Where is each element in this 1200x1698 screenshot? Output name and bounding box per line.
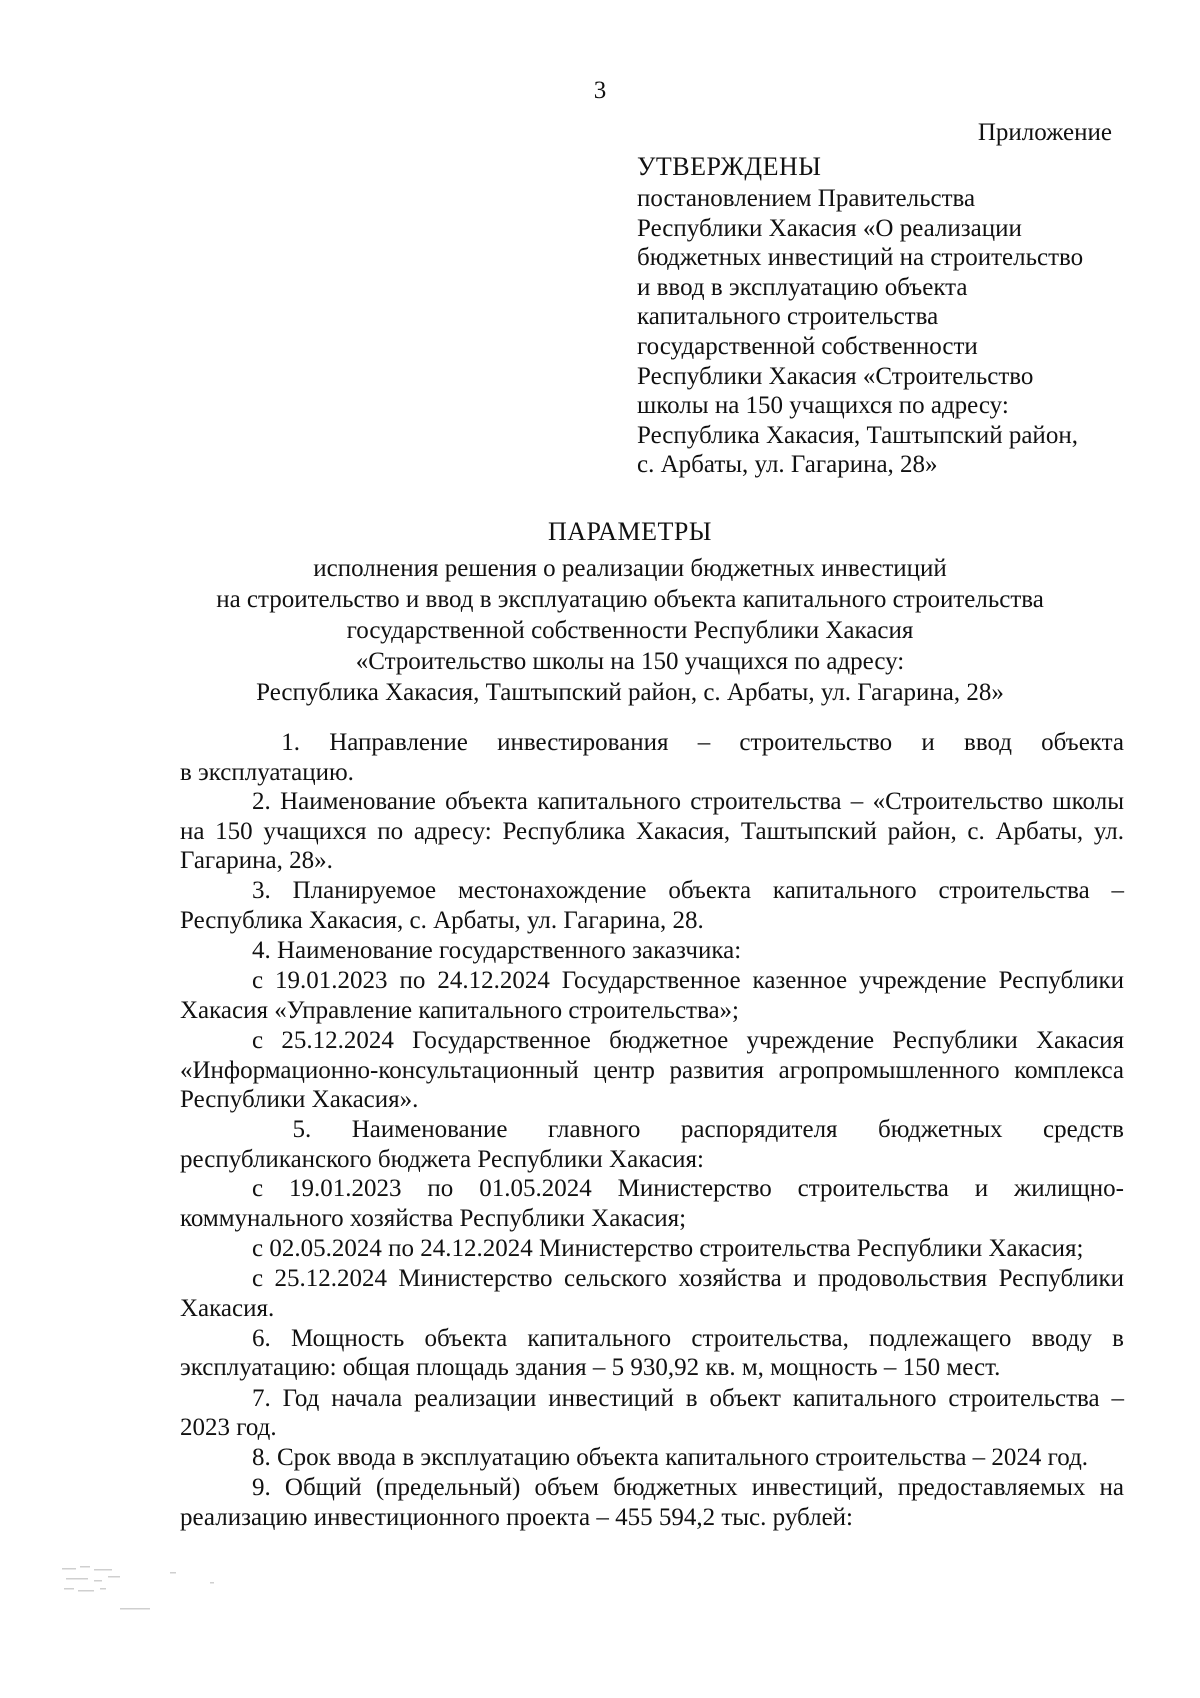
heading-line: исполнения решения о реализации бюджетных инвестиций (313, 555, 947, 582)
heading-line: Республика Хакасия, Таштыпский район, с. Арбаты, ул. Гагарина, 28» (256, 679, 1004, 706)
approval-line: капитального строительства (637, 303, 939, 331)
document-heading (150, 516, 1110, 708)
approval-line: и ввод в эксплуатацию объекта (637, 273, 968, 301)
heading-line: «Строительство школы на 150 учащихся по адресу: (355, 648, 905, 675)
item-1 (180, 728, 1124, 787)
item-5-manager-1: с 19.01.2023 по 01.05.2024 Министерство строительства и жилищно-коммунального хозяйства Республики Хакасия; (180, 1175, 1124, 1232)
heading-line: на строительство и ввод в эксплуатацию объекта капитального строительства (216, 586, 1044, 613)
approval-line: Республики Хакасия «Строительство (637, 362, 1034, 390)
word: Наименование (351, 1116, 508, 1144)
item-1-first-line (180, 728, 1124, 758)
item-4-customer-1: с 19.01.2023 по 24.12.2024 Государственное казенное учреждение Республики Хакасия «Управление капитального строительства»; (180, 967, 1124, 1024)
item-9: 9. Общий (предельный) объем бюджетных инвестиций, предоставляемых на реализацию инвестиционного проекта – 455 594,2 тыс. рублей: (180, 1474, 1124, 1531)
item-7: 7. Год начала реализации инвестиций в объект капитального строительства – 2023 год. (180, 1384, 1124, 1442)
approval-line: с. Арбаты, ул. Гагарина, 28» (637, 451, 938, 479)
approval-line: постановлением Правительства (637, 185, 976, 212)
parameters-list (180, 728, 1124, 1533)
item-5-manager-3: с 25.12.2024 Министерство сельского хозяйства и продовольствия Республики Хакасия. (180, 1265, 1124, 1322)
approved-heading: УТВЕРЖДЕНЫ (637, 152, 822, 181)
page-number: 3 (593, 77, 607, 104)
approval-line: бюджетных инвестиций на строительство (637, 244, 1084, 272)
approval-block (637, 150, 1157, 480)
approval-line: Республика Хакасия, Таштыпский район, (637, 421, 1078, 449)
word: строительство (739, 729, 893, 756)
word: главного (548, 1116, 641, 1144)
word: – (697, 729, 711, 756)
scan-noise-mark (60, 1558, 220, 1618)
heading-line: государственной собственности Республики Хакасия (346, 617, 914, 644)
word: объекта (1041, 729, 1124, 756)
word: и (921, 729, 935, 756)
word: бюджетных (878, 1116, 1003, 1144)
item-5 (180, 1115, 1124, 1174)
item-6: 6. Мощность объекта капитального строительства, подлежащего вводу в эксплуатацию: общая площадь здания – 5 930,92 кв. м, мощность – 150 мест. (180, 1324, 1124, 1382)
word: 1. (281, 729, 300, 756)
item-5-continuation: республиканского бюджета Республики Хакасия: (180, 1145, 704, 1173)
word: распорядителя (680, 1116, 838, 1144)
word: Направление (329, 729, 468, 756)
item-4-customer-2: с 25.12.2024 Государственное бюджетное учреждение Республики Хакасия «Информационно-консультационный центр развития агропромышленного комплекса Республики Хакасия». (180, 1026, 1124, 1114)
item-2: 2. Наименование объекта капитального строительства – «Строительство школы на 150 учащихся по адресу: Республика Хакасия, Таштыпский район, с. Арбаты, ул. Гагарина, 28». (180, 788, 1124, 875)
approval-line: государственной собственности (637, 332, 978, 360)
item-4: 4. Наименование государственного заказчика: (252, 937, 742, 965)
approval-line: Республики Хакасия «О реализации (637, 214, 1022, 242)
item-5-manager-2: с 02.05.2024 по 24.12.2024 Министерство строительства Республики Хакасия; (252, 1235, 1084, 1263)
word: 5. (292, 1116, 312, 1144)
document-title: ПАРАМЕТРЫ (548, 517, 712, 546)
item-1-continuation: в эксплуатацию. (180, 758, 354, 786)
word: ввод (964, 729, 1012, 756)
item-8: 8. Срок ввода в эксплуатацию объекта капитального строительства – 2024 год. (252, 1444, 1089, 1472)
word: средств (1043, 1116, 1124, 1144)
appendix-label: Приложение (977, 119, 1112, 146)
approval-line: школы на 150 учащихся по адресу: (637, 392, 1009, 420)
item-5-first-line (180, 1115, 1124, 1145)
item-3: 3. Планируемое местонахождение объекта капитального строительства – Республика Хакасия, с. Арбаты, ул. Гагарина, 28. (180, 877, 1124, 935)
word: инвестирования (497, 729, 669, 756)
